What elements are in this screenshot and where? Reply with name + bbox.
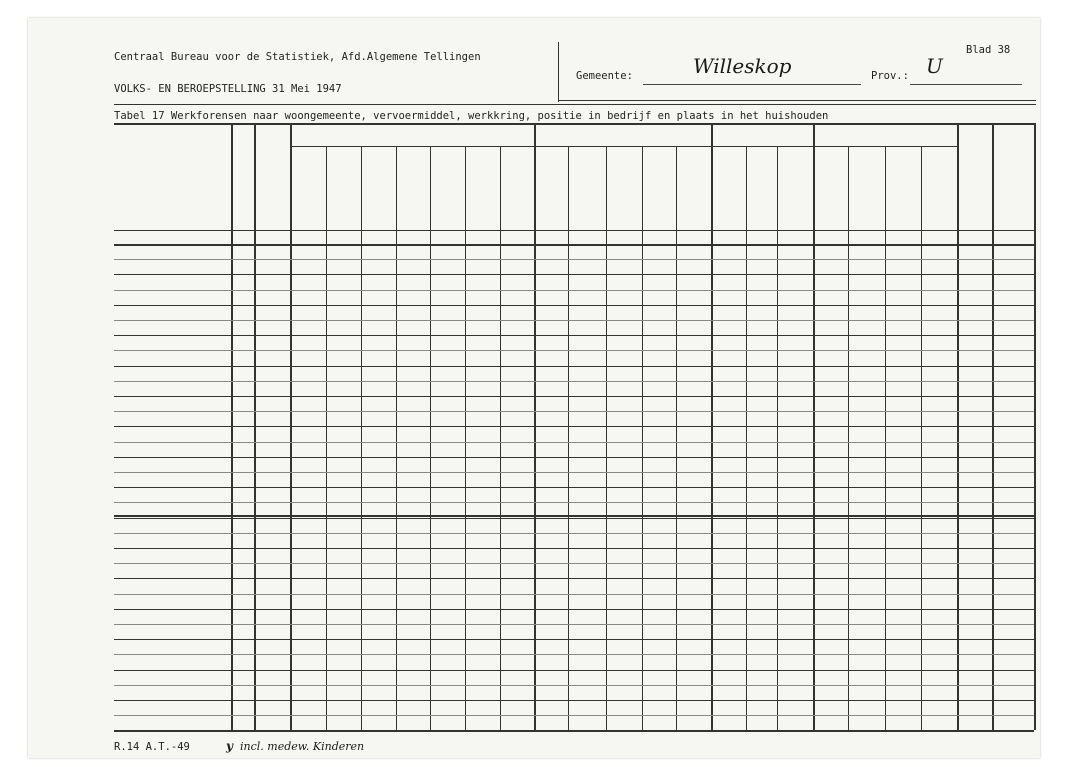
col-header-11 <box>537 127 567 226</box>
col-rule-6 <box>396 146 397 730</box>
row-rule <box>114 350 1034 351</box>
col-rule-16 <box>746 146 747 730</box>
col-header-12 <box>571 150 605 226</box>
col-header-13 <box>609 150 641 226</box>
col-rule-14 <box>676 146 677 730</box>
prov-value: U <box>926 54 943 78</box>
col-header-18 <box>780 150 812 226</box>
row-rule <box>114 290 1034 291</box>
col-header-16 <box>714 127 745 226</box>
row-rule <box>114 548 1034 549</box>
col-header-10 <box>503 150 533 226</box>
col-header-3 <box>257 127 289 226</box>
col-header-2 <box>234 127 253 226</box>
row-rule <box>114 259 1034 260</box>
row-rule <box>114 472 1034 473</box>
row-rule <box>114 320 1034 321</box>
col-header-5 <box>329 150 360 226</box>
col-header-15 <box>679 150 710 226</box>
col-header-23 <box>960 127 991 226</box>
row-rule <box>114 396 1034 397</box>
blad-number: Blad 38 <box>966 44 1011 56</box>
header-bottom-rule <box>114 230 1034 231</box>
col-rule-8 <box>465 146 466 730</box>
row-rule <box>114 366 1034 367</box>
col-header-19 <box>816 127 847 226</box>
row-rule <box>114 426 1034 427</box>
col-header-7 <box>399 150 429 226</box>
row-rule <box>114 487 1034 488</box>
col-header-22 <box>924 150 956 226</box>
row-rule <box>114 594 1034 595</box>
col-rule-20 <box>885 146 886 730</box>
title-rule <box>114 104 1036 105</box>
row-rule <box>114 654 1034 655</box>
table-title: Tabel 17 Werkforensen naar woongemeente, vervoermiddel, werkkring, positie in bedrijf en plaats in het huishouden <box>114 110 829 122</box>
col-header-9 <box>468 150 499 226</box>
row-rule <box>114 685 1034 686</box>
header-divider <box>558 42 559 102</box>
col-header-24 <box>995 127 1033 226</box>
col-rule-4 <box>326 146 327 730</box>
footnote-text: incl. medew. Kinderen <box>240 740 365 753</box>
col-header-14 <box>645 150 675 226</box>
row-rule <box>114 442 1034 443</box>
gemeente-value: Willeskop <box>693 54 792 78</box>
col-header-4 <box>293 150 325 226</box>
col-rule-13 <box>642 146 643 730</box>
footnote-mark: y <box>226 739 233 753</box>
census-line: VOLKS- EN BEROEPSTELLING 31 Mei 1947 <box>114 83 342 95</box>
row-rule <box>114 715 1034 716</box>
col-header-20 <box>851 150 884 226</box>
row-rule <box>114 502 1034 503</box>
row-rule <box>114 639 1034 640</box>
colnum-bottom-rule <box>114 244 1034 246</box>
col-header-21 <box>888 150 920 226</box>
row-rule <box>114 670 1034 671</box>
col-rule-21 <box>921 146 922 730</box>
bureau-line: Centraal Bureau voor de Statistiek, Afd.Algemene Tellingen <box>114 51 481 63</box>
col-rule-7 <box>430 146 431 730</box>
table-top-rule <box>114 123 1034 125</box>
census-form-sheet <box>28 18 1040 758</box>
col-rule-12 <box>606 146 607 730</box>
row-rule <box>114 624 1034 625</box>
row-rule <box>114 700 1034 701</box>
row-rule <box>114 411 1034 412</box>
row-rule <box>114 563 1034 564</box>
col-header-8 <box>433 150 464 226</box>
col-header-6 <box>364 150 395 226</box>
prov-underline <box>910 84 1022 85</box>
table-bottom-rule <box>114 730 1034 732</box>
header-rule <box>558 100 1036 101</box>
row-rule <box>114 274 1034 275</box>
col-rule-24 <box>1034 123 1036 730</box>
col-rule-17 <box>777 146 778 730</box>
row-rule <box>114 578 1034 579</box>
form-code: R.14 A.T.-49 <box>114 741 190 753</box>
col-header-17 <box>749 150 776 226</box>
col-rule-9 <box>500 146 501 730</box>
totaal-separator <box>114 515 1034 517</box>
row-rule <box>114 305 1034 306</box>
row-rule <box>114 533 1034 534</box>
col-rule-5 <box>361 146 362 730</box>
row-rule <box>114 381 1034 382</box>
row-rule <box>114 457 1034 458</box>
gemeente-underline <box>643 84 861 85</box>
row-rule <box>114 609 1034 610</box>
gemeente-label: Gemeente: <box>576 70 633 82</box>
col-rule-11 <box>568 146 569 730</box>
prov-label: Prov.: <box>871 70 909 82</box>
col-rule-19 <box>848 146 849 730</box>
row-rule <box>114 518 1034 519</box>
row-rule <box>114 335 1034 336</box>
